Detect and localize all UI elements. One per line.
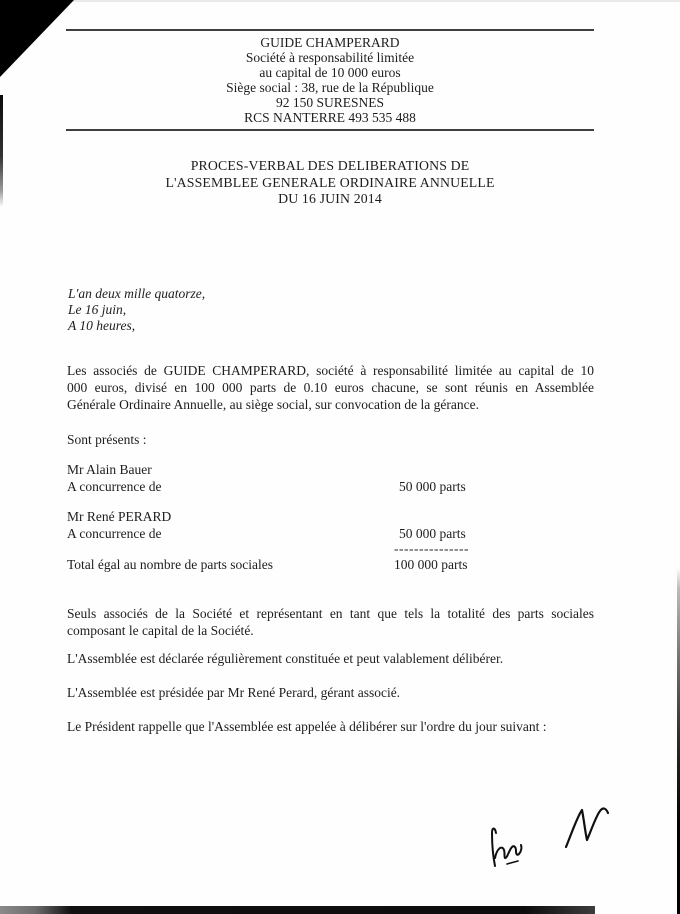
signatures-area bbox=[470, 795, 630, 885]
company-rcs: RCS NANTERRE 493 535 488 bbox=[244, 110, 416, 125]
paragraph-agenda-intro: Le Président rappelle que l'Assemblée est appelée à délibérer sur l'ordre du jour suivant : bbox=[67, 719, 547, 734]
total-label: Total égal au nombre de parts sociales bbox=[67, 557, 273, 572]
document-title-line2: L'ASSEMBLEE GENERALE ORDINAIRE ANNUELLE bbox=[165, 174, 495, 190]
paragraph-intro-line1: Les associés de GUIDE CHAMPERARD, société à responsabilité limitée au capital de 10 bbox=[67, 363, 594, 378]
opening-formula bbox=[68, 286, 468, 334]
opening-date: Le 16 juin, bbox=[68, 302, 127, 317]
opening-time: A 10 heures, bbox=[68, 318, 136, 333]
paragraph-sole-line2: composant le capital de la Société. bbox=[67, 623, 254, 638]
total-row bbox=[67, 557, 594, 572]
attendance-heading: Sont présents : bbox=[67, 432, 147, 447]
paragraph-presidence: L'Assemblée est présidée par Mr René Perard, gérant associé. bbox=[67, 685, 401, 700]
total-separator-dashes: --------------- bbox=[394, 541, 469, 556]
attendee-name: Mr René PERARD bbox=[67, 509, 172, 524]
signature-left-icon bbox=[492, 829, 521, 867]
paragraph-intro-line3: Générale Ordinaire Annuelle, au siège social, sur convocation de la gérance. bbox=[67, 397, 479, 412]
opening-year: L'an deux mille quatorze, bbox=[68, 286, 206, 301]
company-capital: au capital de 10 000 euros bbox=[259, 65, 401, 80]
scan-top-edge-shadow bbox=[0, 0, 680, 2]
attendee-name: Mr Alain Bauer bbox=[67, 462, 152, 477]
paragraph-sole-associates bbox=[67, 605, 594, 639]
attendee-shares-value: 50 000 parts bbox=[399, 479, 466, 494]
scan-bottom-edge-artifact bbox=[0, 906, 595, 914]
company-legal-form: Société à responsabilité limitée bbox=[245, 50, 415, 65]
letterhead bbox=[67, 35, 593, 125]
signatures-svg bbox=[470, 795, 630, 885]
document-title bbox=[67, 158, 593, 208]
company-name: GUIDE CHAMPERARD bbox=[260, 35, 400, 50]
company-address: Siège social : 38, rue de la République bbox=[226, 80, 434, 95]
document-title-line1: PROCES-VERBAL DES DELIBERATIONS DE bbox=[190, 158, 470, 173]
scan-left-edge-artifact bbox=[0, 95, 3, 207]
attendee-row bbox=[67, 526, 594, 541]
total-shares-value: 100 000 parts bbox=[394, 557, 468, 572]
paragraph-intro bbox=[67, 362, 594, 413]
letterhead-rule-top bbox=[66, 29, 594, 31]
attendee-shares-label: A concurrence de bbox=[67, 526, 162, 541]
paragraph-sole-line1: Seuls associés de la Société et représentant en tant que tels la totalité des parts sociales bbox=[67, 606, 594, 621]
document-title-line3: DU 16 JUIN 2014 bbox=[278, 191, 382, 206]
paragraph-constitution: L'Assemblée est déclarée régulièrement constituée et peut valablement délibérer. bbox=[67, 651, 504, 666]
signature-right-icon bbox=[566, 809, 608, 847]
scan-corner-fold-artifact bbox=[0, 0, 74, 77]
attendee-shares-value: 50 000 parts bbox=[399, 526, 466, 541]
letterhead-rule-bottom bbox=[66, 129, 594, 131]
company-city: 92 150 SURESNES bbox=[275, 95, 385, 110]
attendee-row bbox=[67, 479, 594, 494]
attendee-shares-label: A concurrence de bbox=[67, 479, 162, 494]
paragraph-intro-line2: 000 euros, divisé en 100 000 parts de 0.10 euros chacune, se sont réunis en Assemblée bbox=[67, 380, 594, 395]
